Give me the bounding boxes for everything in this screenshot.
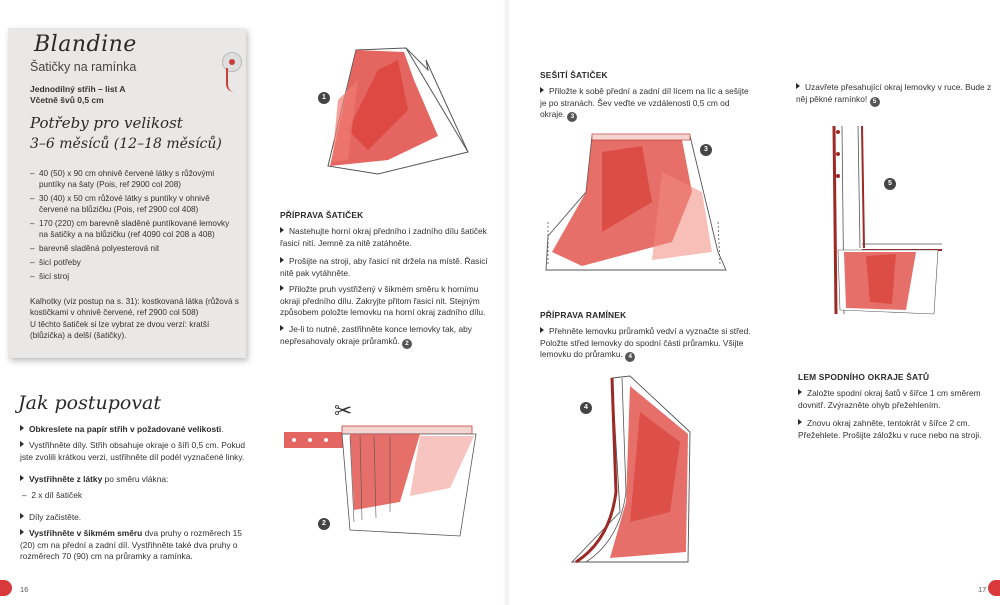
list-item: – 30 (40) x 50 cm růžové látky s puntíky v ohnivě červené na blůzičku (Pois, ref 2900 col 408) xyxy=(30,193,235,215)
bullet-arrow-icon xyxy=(20,441,24,447)
figure-1-dress-panel xyxy=(318,40,478,180)
how-to-heading: Jak postupovat xyxy=(18,392,162,414)
versions-note: U těchto šatiček si lze vybrat ze dvou verzí: kratší (blůzička) a delší (šatičky). xyxy=(30,320,210,340)
page-tab-right xyxy=(988,580,1000,596)
pattern-info xyxy=(30,84,126,106)
list-item: – 40 (50) x 90 cm ohnivě červené látky s růžovými puntíky na šaty (Pois, ref 2900 col 208) xyxy=(30,168,235,190)
step-bold: Vystřihněte v šikmém směru xyxy=(29,528,143,538)
figure-3-badge: 3 xyxy=(700,144,712,156)
figure-ref-badge: 5 xyxy=(870,97,880,107)
pattern-subtitle: Šatičky na ramínka xyxy=(30,60,137,74)
bullet-arrow-icon xyxy=(20,529,24,535)
pattern-info-card xyxy=(8,28,246,358)
step-cut-item xyxy=(22,490,82,502)
para-text: Nastehujte horní okraj předního i zadního dílu šatiček řasicí nití. Jemně za nitě zatáhněte. xyxy=(280,226,487,248)
para-text: Založte spodní okraj šatů v šířce 1 cm směrem dovnitř. Zvýrazněte ohyb přežehlením. xyxy=(798,388,981,410)
step-cut-pieces xyxy=(20,440,252,463)
para-text: Znovu okraj zahněte, tentokrát v šířce 2 cm. Přežehlete. Prošijte záložku v ruce nebo na stroji. xyxy=(798,418,982,440)
dash: – xyxy=(22,490,32,500)
para-text: Prošijte na stroji, aby řasicí nit držela na místě. Řasicí nitě pak vytáhněte. xyxy=(280,256,488,278)
figure-5-badge: 5 xyxy=(884,178,896,190)
step-text: 2 x díl šatiček xyxy=(31,490,83,500)
step-cut-fabric xyxy=(20,474,252,486)
prep-dress-heading: PŘÍPRAVA ŠATIČEK xyxy=(280,210,364,220)
bullet-arrow-icon xyxy=(796,83,800,89)
bullet-arrow-icon xyxy=(20,425,24,431)
card-notes xyxy=(30,296,240,342)
pattern-seam: Včetně švů 0,5 cm xyxy=(30,95,104,105)
para-text: Přiložte pruh vystřižený v šikmém směru k hornímu okraji předního dílu. Zakryjte přitom řasicí nit. Stejným způsobem položte lemovku na horní okraj zadního dílu. xyxy=(280,284,486,317)
bullet-arrow-icon xyxy=(280,227,284,233)
book-gutter xyxy=(503,0,511,605)
supplies-list xyxy=(30,168,235,285)
list-item: – 170 (220) cm barevně sladěné puntíkované lemovky na šatičky a na blůzičku (ref 4090 col 208 a 408) xyxy=(30,218,235,240)
step-trace-pattern xyxy=(20,424,250,436)
supplies-heading: Potřeby pro velikost xyxy=(30,114,183,132)
hem-paragraph-2 xyxy=(798,418,994,441)
page-number-right: 17 xyxy=(978,585,987,594)
prep-paragraph-1 xyxy=(280,226,490,249)
list-item: – šicí stroj xyxy=(30,271,235,282)
bullet-arrow-icon xyxy=(798,389,802,395)
step-bias-strips xyxy=(20,528,252,563)
prep-paragraph-3 xyxy=(280,284,490,319)
para-text: Přehněte lemovku průramků vedví a vyznačte si střed. Položte střed lemovky do spodní části průramku. Všijte lemovku do průramku. xyxy=(540,326,751,359)
hem-paragraph-1 xyxy=(798,388,994,411)
bullet-arrow-icon xyxy=(20,513,24,519)
prep-paragraph-4 xyxy=(280,324,490,349)
hangers-paragraph-1 xyxy=(540,326,755,362)
page-tab-left xyxy=(0,580,12,596)
bullet-arrow-icon xyxy=(280,285,284,291)
sew-dress-heading: SEŠITÍ ŠATIČEK xyxy=(540,70,608,80)
figure-5-hanger-strap xyxy=(826,124,946,320)
list-item: – barevně sladěná polyesterová nit xyxy=(30,243,235,254)
prep-paragraph-2 xyxy=(280,256,490,279)
para-text: Přiložte k sobě přední a zadní díl lícem na líc a sešijte je po stranách. Šev veďte ve vzdálenosti 0,5 cm od okraje. xyxy=(540,86,749,119)
step-bold: Vystřihněte z látky xyxy=(29,474,103,484)
step-text: dva pruhy o rozměrech 15 (20) cm na přední a zadní díl. Vystřihněte také dva pruhy o rozměrech 70 (90) cm na průramky a ramínka. xyxy=(20,528,242,561)
bullet-arrow-icon xyxy=(280,257,284,263)
list-item: – šicí potřeby xyxy=(30,257,235,268)
bullet-arrow-icon xyxy=(798,419,802,425)
bullet-arrow-icon xyxy=(540,87,544,93)
step-finish-edges xyxy=(20,512,81,524)
sew-paragraph-1 xyxy=(540,86,755,122)
step-text: Vystřihněte díly. Střih obsahuje okraje o šíři 0,5 cm. Pokud jste zvolili krátkou verzi, ustřihněte díl podél vyznačené linky. xyxy=(20,440,245,462)
figure-ref-badge: 2 xyxy=(402,339,412,349)
figure-4-badge: 4 xyxy=(580,402,592,414)
step-text: Díly začistěte. xyxy=(29,512,82,522)
bullet-arrow-icon xyxy=(280,325,284,331)
figure-2-badge: 2 xyxy=(318,518,330,530)
svg-text:✂: ✂ xyxy=(334,399,353,424)
figure-2-gathered-top xyxy=(280,392,480,542)
figure-4-armhole-binding xyxy=(570,372,700,568)
thread-icon xyxy=(226,68,236,92)
close-binding-paragraph xyxy=(796,82,996,107)
step-bold: Obkreslete na papír střih v požadované velikosti xyxy=(29,424,222,434)
pattern-sheet: Jednodílný střih – list A xyxy=(30,84,126,94)
bullet-arrow-icon xyxy=(20,475,24,481)
pattern-title: Blandine xyxy=(34,32,137,57)
step-text: po směru vlákna: xyxy=(102,474,169,484)
step-end: . xyxy=(221,424,224,434)
para-text: Je-li to nutné, zastřihněte konce lemovky tak, aby nepřesahovaly okraje průramků. xyxy=(280,324,472,346)
sizes-heading: 3–6 měsíců (12–18 měsíců) xyxy=(30,136,222,152)
bullet-arrow-icon xyxy=(540,327,544,333)
page-number-left: 16 xyxy=(20,585,29,594)
panties-note: Kalhotky (viz postup na s. 31): kostkovaná látka (růžová s kostičkami v ohnivě červené, ref 2900 col 508) xyxy=(30,297,239,317)
prep-hangers-heading: PŘÍPRAVA RAMÍNEK xyxy=(540,310,627,320)
figure-ref-badge: 4 xyxy=(625,352,635,362)
hem-heading: LEM SPODNÍHO OKRAJE ŠATŮ xyxy=(798,372,930,382)
figure-1-badge: 1 xyxy=(318,92,330,104)
figure-ref-badge: 3 xyxy=(567,112,577,122)
para-text: Uzavřete přesahující okraj lemovky v ruce. Bude z něj pěkné ramínko! xyxy=(796,82,992,104)
